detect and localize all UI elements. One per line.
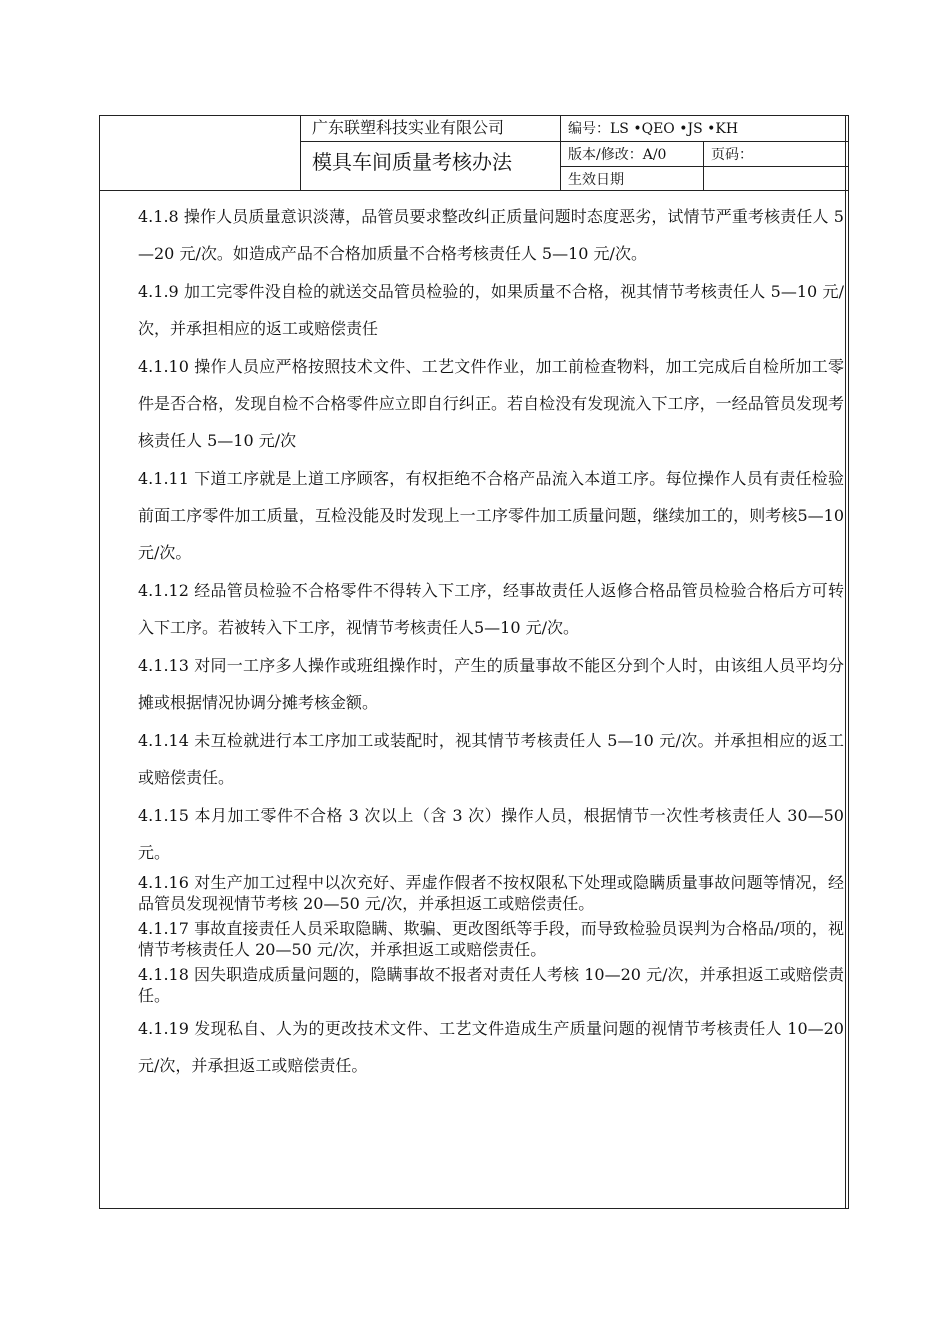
header-divider	[300, 141, 848, 142]
clause-paragraph: 4.1.15 本月加工零件不合格 3 次以上（含 3 次）操作人员，根据情节一次性考核责任人 30—50 元。	[138, 806, 844, 862]
clause-paragraph: 4.1.10 操作人员应严格按照技术文件、工艺文件作业，加工前检查物料，加工完成后自检所加工零件是否合格，发现自检不合格零件应立即自行纠正。若自检没有发现流入下工序，一经品管员发现考核责任人 5—10 元/次	[138, 357, 844, 450]
effective-date-label: 生效日期	[568, 172, 624, 188]
company-name: 广东联塑科技实业有限公司	[312, 118, 505, 137]
clause-paragraph: 4.1.9 加工完零件没自检的就送交品管员检验的，如果质量不合格，视其情节考核责任人 5—10 元/次，并承担相应的返工或赔偿责任	[138, 282, 844, 338]
clause-paragraph: 4.1.12 经品管员检验不合格零件不得转入下工序，经事故责任人返修合格品管员检验合格后方可转入下工序。若被转入下工序，视情节考核责任人5—10 元/次。	[138, 581, 844, 637]
clause-paragraph: 4.1.11 下道工序就是上道工序顾客，有权拒绝不合格产品流入本道工序。每位操作人员有责任检验前面工序零件加工质量，互检没能及时发现上一工序零件加工质量问题，继续加工的，则考核5—10 元/次。	[138, 469, 844, 562]
header-divider	[300, 116, 301, 190]
document-body	[138, 198, 844, 1085]
document-frame	[99, 115, 849, 1209]
document-code: 编号：LS •QEO •JS •KH	[568, 121, 739, 137]
clause-paragraph: 4.1.18 因失职造成质量问题的，隐瞒事故不报者对责任人考核 10—20 元/次，并承担返工或赔偿责任。	[138, 965, 844, 1005]
document-header	[100, 116, 848, 191]
clause-paragraph: 4.1.19 发现私自、人为的更改技术文件、工艺文件造成生产质量问题的视情节考核责任人 10—20 元/次，并承担返工或赔偿责任。	[138, 1019, 844, 1075]
clause-paragraph: 4.1.8 操作人员质量意识淡薄，品管员要求整改纠正质量问题时态度恶劣，试情节严重考核责任人 5—20 元/次。如造成产品不合格加质量不合格考核责任人 5—10 元/次。	[138, 207, 844, 263]
clause-paragraph: 4.1.14 未互检就进行本工序加工或装配时，视其情节考核责任人 5—10 元/次。并承担相应的返工或赔偿责任。	[138, 731, 844, 787]
document-title: 模具车间质量考核办法	[312, 150, 512, 174]
header-divider	[560, 116, 561, 190]
clause-paragraph: 4.1.13 对同一工序多人操作或班组操作时，产生的质量事故不能区分到个人时，由该组人员平均分摊或根据情况协调分摊考核金额。	[138, 656, 844, 712]
clause-paragraph: 4.1.17 事故直接责任人员采取隐瞒、欺骗、更改图纸等手段，而导致检验员误判为合格品/项的，视情节考核责任人 20—50 元/次，并承担返工或赔偿责任。	[138, 919, 844, 959]
clause-paragraph: 4.1.16 对生产加工过程中以次充好、弄虚作假者不按权限私下处理或隐瞒质量事故问题等情况，经品管员发现视情节考核 20—50 元/次，并承担返工或赔偿责任。	[138, 873, 844, 913]
page-number-label: 页码：	[711, 147, 753, 163]
header-divider	[560, 166, 848, 167]
version-label: 版本/修改：A/0	[568, 147, 667, 163]
